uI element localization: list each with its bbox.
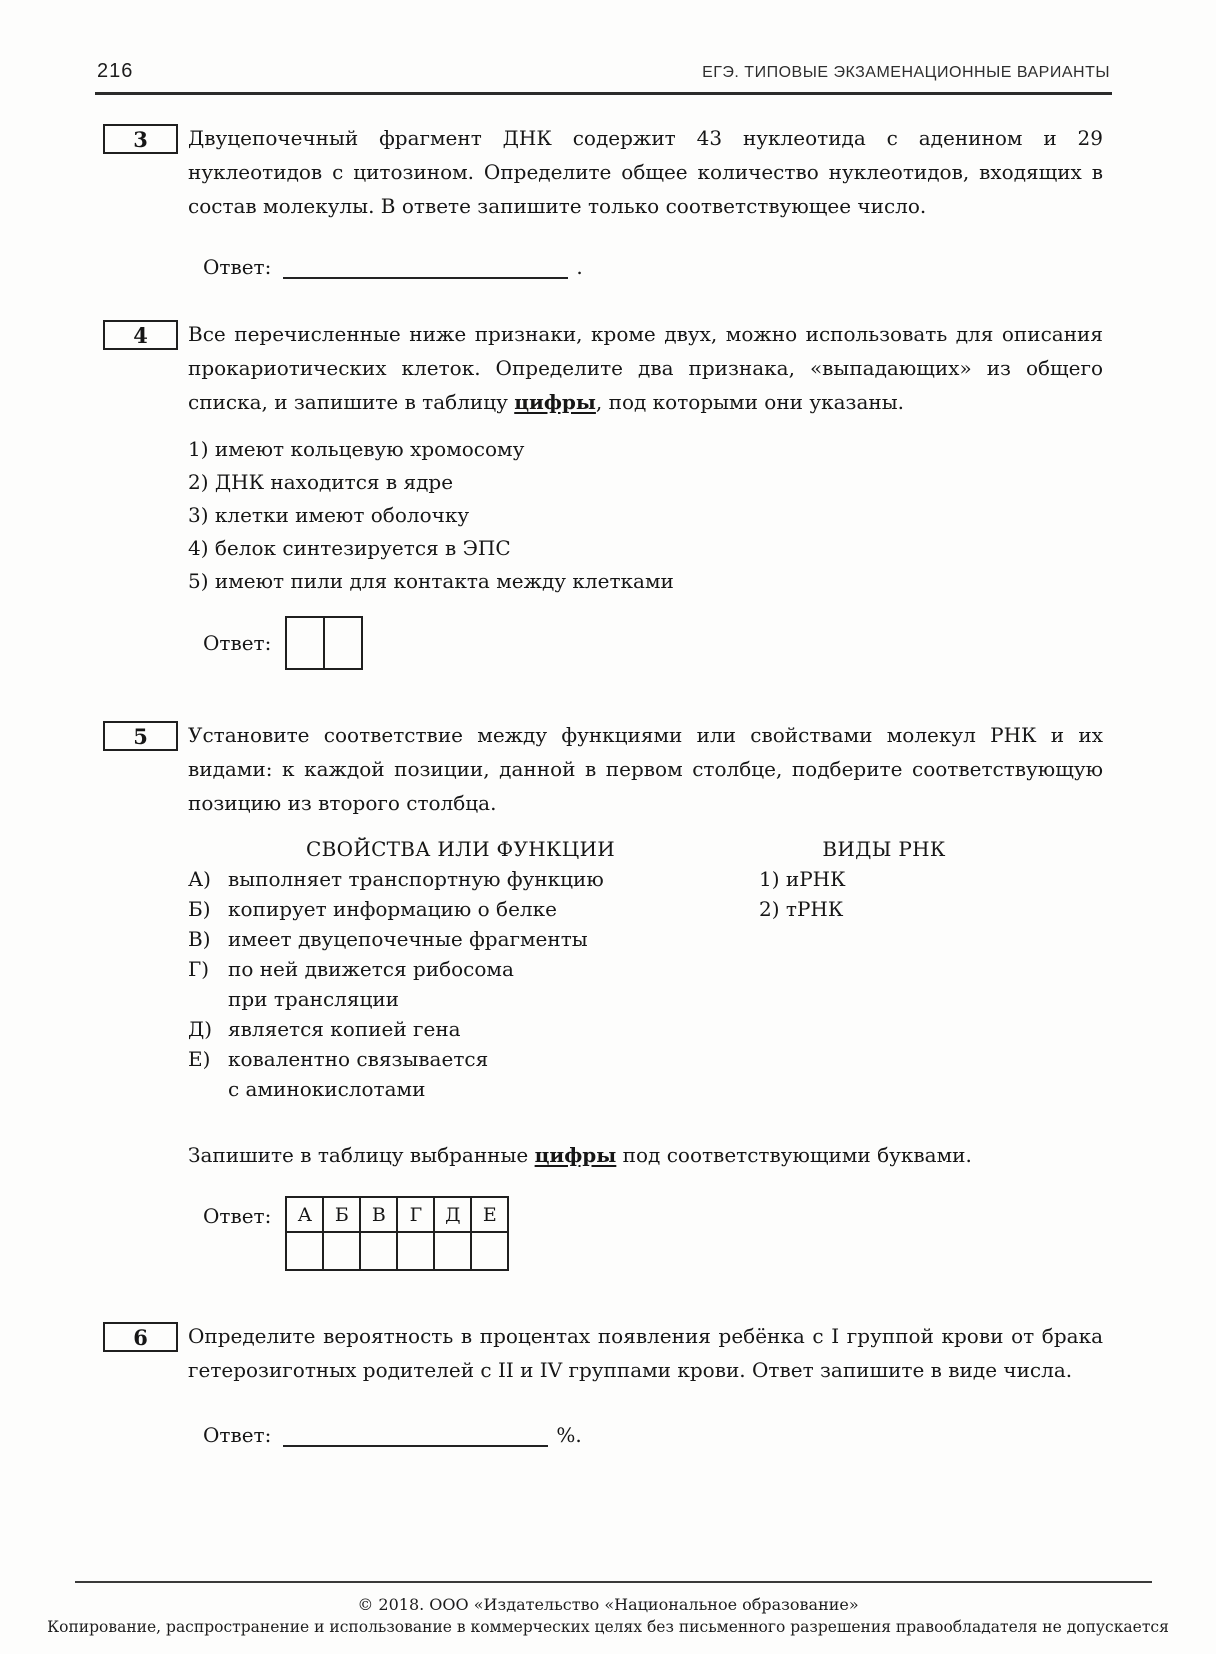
- match-right-column: [759, 834, 1009, 1104]
- question-6-number-box: 6: [103, 1322, 178, 1352]
- item-label: А): [188, 867, 211, 891]
- question-4-text: [188, 317, 1103, 419]
- question-6-answer-line: [203, 1421, 1103, 1449]
- item-text: является копией гена: [228, 1017, 461, 1041]
- match-item: [188, 1044, 733, 1074]
- page-footer: [0, 1581, 1216, 1636]
- match-item: [188, 864, 733, 894]
- answer-cell[interactable]: [286, 617, 324, 669]
- question-6: [103, 1319, 1103, 1449]
- question-4-number-box: 4: [103, 320, 178, 350]
- question-4-text-before: Все перечисленные ниже признаки, кроме двух, можно использовать для описания прокариотических клеток. Определите два признака, «выпадающих» из общего списка, и запишите в таблицу: [188, 322, 1103, 414]
- answer-table-header-row: [286, 1197, 508, 1232]
- item-text: копирует информацию о белке: [228, 897, 557, 921]
- option-item: 3) клетки имеют оболочку: [188, 503, 470, 527]
- item-label: В): [188, 927, 211, 951]
- answer-table-input-row: [286, 1232, 508, 1270]
- footer-rule: [75, 1581, 1152, 1583]
- answer-cell[interactable]: [324, 617, 362, 669]
- question-5-text: Установите соответствие между функциями или свойствами молекул РНК и их видами: к каждой позиции, данной в первом столбце, подберите соответствующую позицию из второго столбца.: [188, 723, 1103, 815]
- question-6-text: Определите вероятность в процентах появления ребёнка с I группой крови от брака гетерозиготных родителей с II и IV группами крови. Ответ запишите в виде числа.: [188, 1324, 1103, 1382]
- question-3-text: Двуцепочечный фрагмент ДНК содержит 43 нуклеотида с аденином и 29 нуклеотидов с цитозином. Определите общее количество нуклеотидов, входящих в состав молекулы. В ответе запишите только соответствующее число.: [188, 126, 1103, 218]
- answer-label: Ответ:: [203, 631, 272, 655]
- question-4-answer-table: [285, 616, 363, 670]
- question-6-answer-blank[interactable]: [283, 1423, 548, 1447]
- question-3: [103, 121, 1103, 281]
- question-4: [103, 317, 1103, 670]
- item-text: имеет двуцепочечные фрагменты: [228, 927, 588, 951]
- license-line: Копирование, распространение и использование в коммерческих целях без письменного разрешения правообладателя не допускается: [47, 1618, 1169, 1636]
- answer-table-header-cell: Б: [323, 1197, 360, 1232]
- item-subtext: с аминокислотами: [228, 1077, 426, 1101]
- question-3-answer-blank[interactable]: [283, 255, 568, 279]
- question-3-number-box: 3: [103, 124, 178, 154]
- question-5-answer-table: [285, 1196, 509, 1271]
- answer-cell[interactable]: [323, 1232, 360, 1270]
- question-5-number-box: 5: [103, 721, 178, 751]
- answer-cell[interactable]: [434, 1232, 471, 1270]
- question-4-answer-line: [203, 616, 1103, 670]
- match-item: [188, 954, 733, 984]
- page-header: [0, 0, 1216, 83]
- item-label: Е): [188, 1047, 211, 1071]
- match-item: [188, 1014, 733, 1044]
- match-right-header: ВИДЫ РНК: [822, 837, 946, 861]
- item-label: Г): [188, 957, 210, 981]
- instruction-before: Запишите в таблицу выбранные: [188, 1143, 535, 1167]
- item-subtext: при трансляции: [228, 987, 399, 1011]
- page-number: 216: [97, 60, 134, 82]
- answer-label: Ответ:: [203, 1423, 272, 1447]
- match-item: [188, 894, 733, 924]
- answer-table-header-cell: В: [360, 1197, 397, 1232]
- header-title: ЕГЭ. ТИПОВЫЕ ЭКЗАМЕНАЦИОННЫЕ ВАРИАНТЫ: [702, 64, 1110, 81]
- rna-item: 2) тРНК: [759, 897, 844, 921]
- answer-suffix: .: [576, 255, 583, 279]
- question-4-text-emphasis: цифры: [514, 390, 596, 414]
- answer-table-header-cell: Д: [434, 1197, 471, 1232]
- question-5-answer-line: [203, 1196, 1103, 1271]
- copyright-line: © 2018. ООО «Издательство «Национальное образование»: [357, 1595, 859, 1614]
- item-label: Б): [188, 897, 211, 921]
- item-text: ковалентно связывается: [228, 1047, 489, 1071]
- rna-item: 1) иРНК: [759, 867, 846, 891]
- answer-cell[interactable]: [471, 1232, 508, 1270]
- match-left-header: СВОЙСТВА ИЛИ ФУНКЦИИ: [306, 837, 615, 861]
- option-item: 4) белок синтезируется в ЭПС: [188, 536, 511, 560]
- option-item: 5) имеют пили для контакта между клетками: [188, 569, 674, 593]
- item-text: по ней движется рибосома: [228, 957, 514, 981]
- instruction-after: под соответствующими буквами.: [616, 1143, 972, 1167]
- answer-table-header-cell: Е: [471, 1197, 508, 1232]
- option-item: 2) ДНК находится в ядре: [188, 470, 454, 494]
- answer-cell[interactable]: [286, 1232, 323, 1270]
- item-label: Д): [188, 1017, 213, 1041]
- question-5-matching: [188, 834, 1103, 1104]
- question-5-instruction: [188, 1140, 1103, 1170]
- match-item: [188, 924, 733, 954]
- answer-table-header-cell: Г: [397, 1197, 434, 1232]
- answer-label: Ответ:: [203, 1204, 272, 1228]
- answer-cell[interactable]: [360, 1232, 397, 1270]
- answer-suffix: %.: [556, 1423, 582, 1447]
- question-4-text-after: , под которыми они указаны.: [595, 390, 904, 414]
- answer-cell[interactable]: [397, 1232, 434, 1270]
- answer-table-header-cell: А: [286, 1197, 323, 1232]
- match-left-column: [188, 834, 733, 1104]
- instruction-emphasis: цифры: [534, 1143, 617, 1167]
- question-4-options-list: [188, 433, 1103, 598]
- question-3-answer-line: [203, 253, 1103, 281]
- content: [0, 95, 1216, 1449]
- item-text: выполняет транспортную функцию: [228, 867, 604, 891]
- answer-label: Ответ:: [203, 255, 272, 279]
- question-5: [103, 718, 1103, 1271]
- option-item: 1) имеют кольцевую хромосому: [188, 437, 525, 461]
